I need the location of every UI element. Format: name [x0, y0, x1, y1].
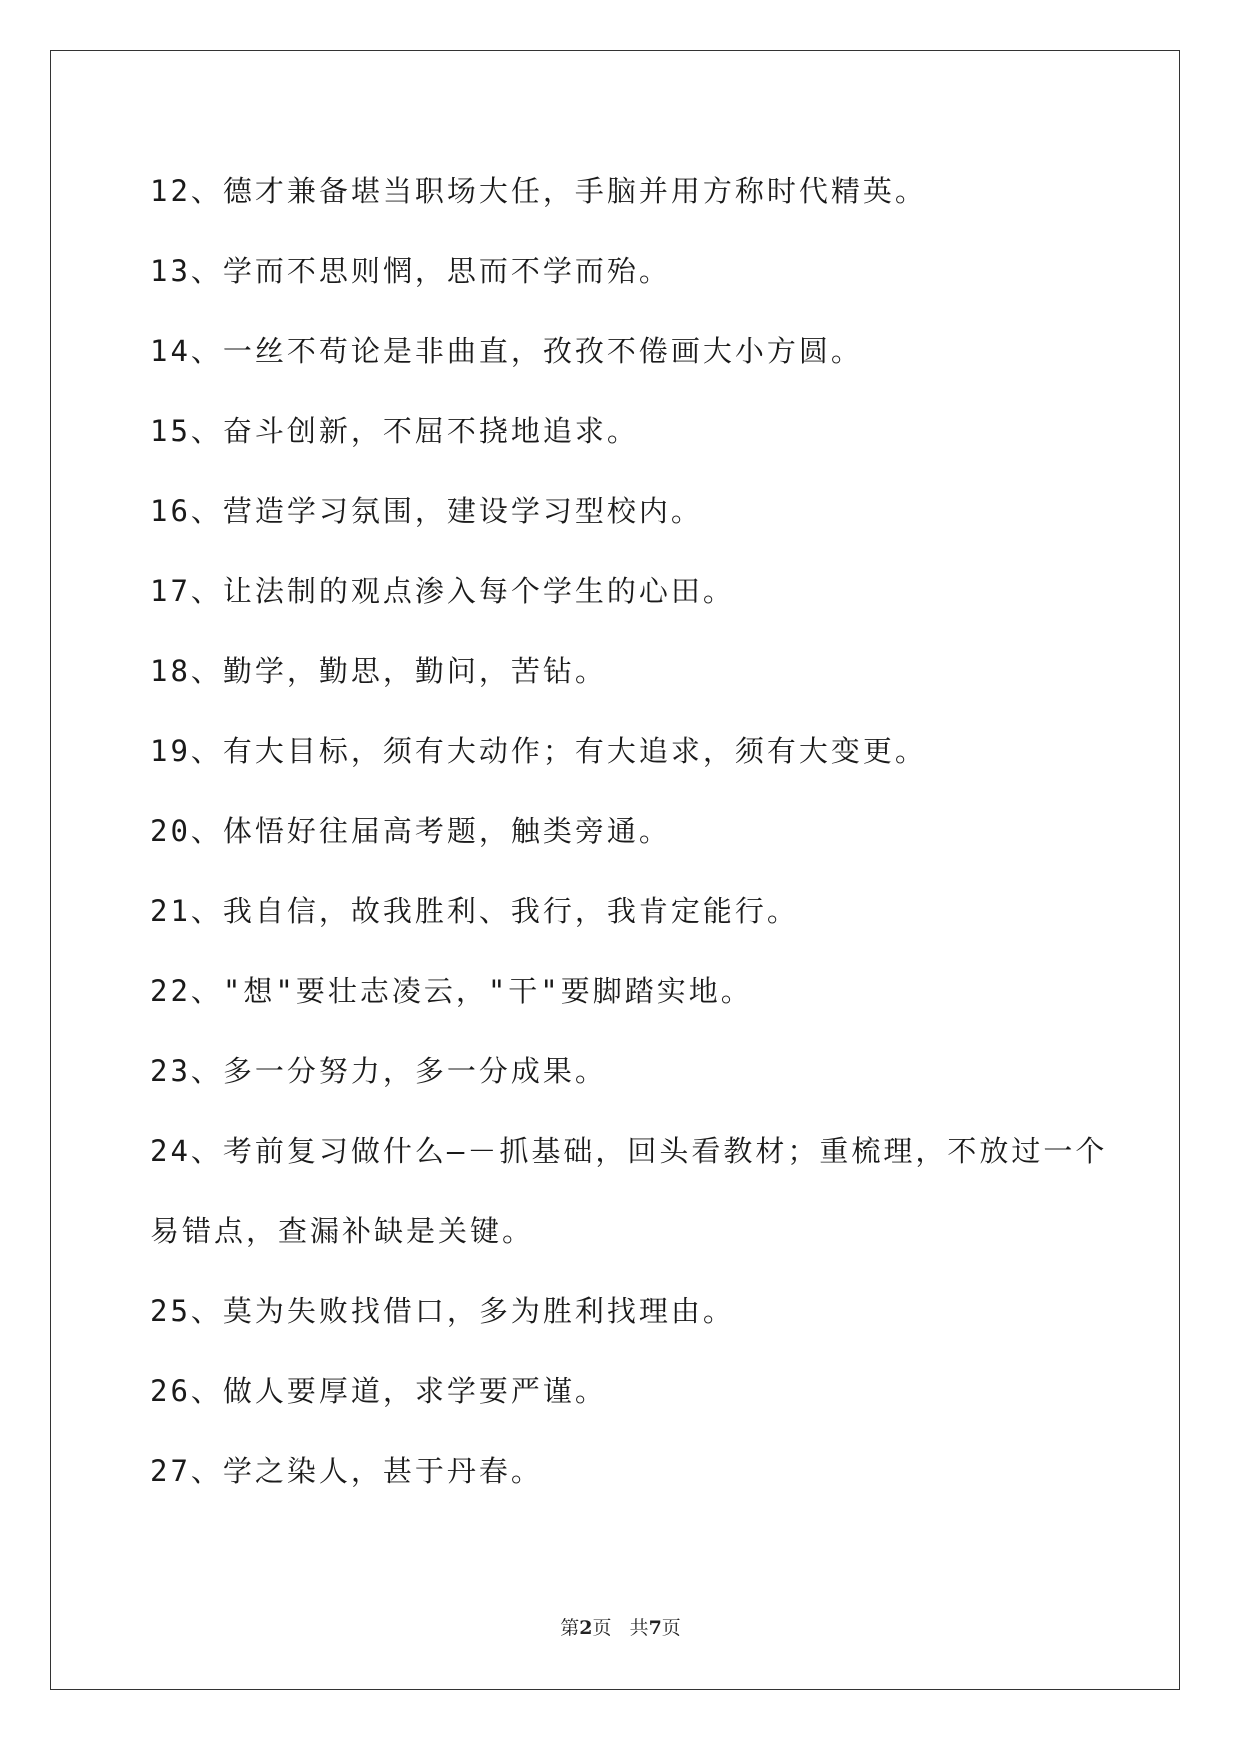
text-line: 20、体悟好往届高考题，触类旁通。 — [150, 814, 671, 848]
text-line: 23、多一分努力，多一分成果。 — [150, 1054, 607, 1088]
page-border — [50, 50, 1180, 1690]
footer-middle: 页 共 — [592, 1617, 649, 1639]
text-line: 17、让法制的观点渗入每个学生的心田。 — [150, 574, 735, 608]
text-line: 14、一丝不苟论是非曲直，孜孜不倦画大小方圆。 — [150, 334, 863, 368]
text-line: 22、"想"要壮志凌云，"干"要脚踏实地。 — [150, 974, 753, 1008]
text-line: 13、学而不思则惘，思而不学而殆。 — [150, 254, 671, 288]
page-footer — [0, 1613, 1241, 1640]
text-line: 易错点，查漏补缺是关键。 — [150, 1214, 535, 1248]
current-page-number: 2 — [579, 1617, 593, 1639]
text-line: 12、德才兼备堪当职场大任，手脑并用方称时代精英。 — [150, 174, 927, 208]
text-line: 16、营造学习氛围，建设学习型校内。 — [150, 494, 703, 528]
text-line: 25、莫为失败找借口，多为胜利找理由。 — [150, 1294, 735, 1328]
text-line: 26、做人要厚道，求学要严谨。 — [150, 1374, 607, 1408]
text-line: 24、考前复习做什么—－抓基础，回头看教材；重梳理，不放过一个 — [150, 1134, 1108, 1168]
footer-suffix: 页 — [661, 1617, 681, 1639]
text-line: 21、我自信，故我胜利、我行，我肯定能行。 — [150, 894, 799, 928]
text-line: 27、学之染人，甚于丹春。 — [150, 1454, 543, 1488]
text-line: 15、奋斗创新，不屈不挠地追求。 — [150, 414, 639, 448]
footer-prefix: 第 — [560, 1617, 580, 1639]
text-line: 19、有大目标，须有大动作；有大追求，须有大变更。 — [150, 734, 927, 768]
total-page-number: 7 — [648, 1617, 662, 1639]
text-line: 18、勤学，勤思，勤问，苦钻。 — [150, 654, 607, 688]
